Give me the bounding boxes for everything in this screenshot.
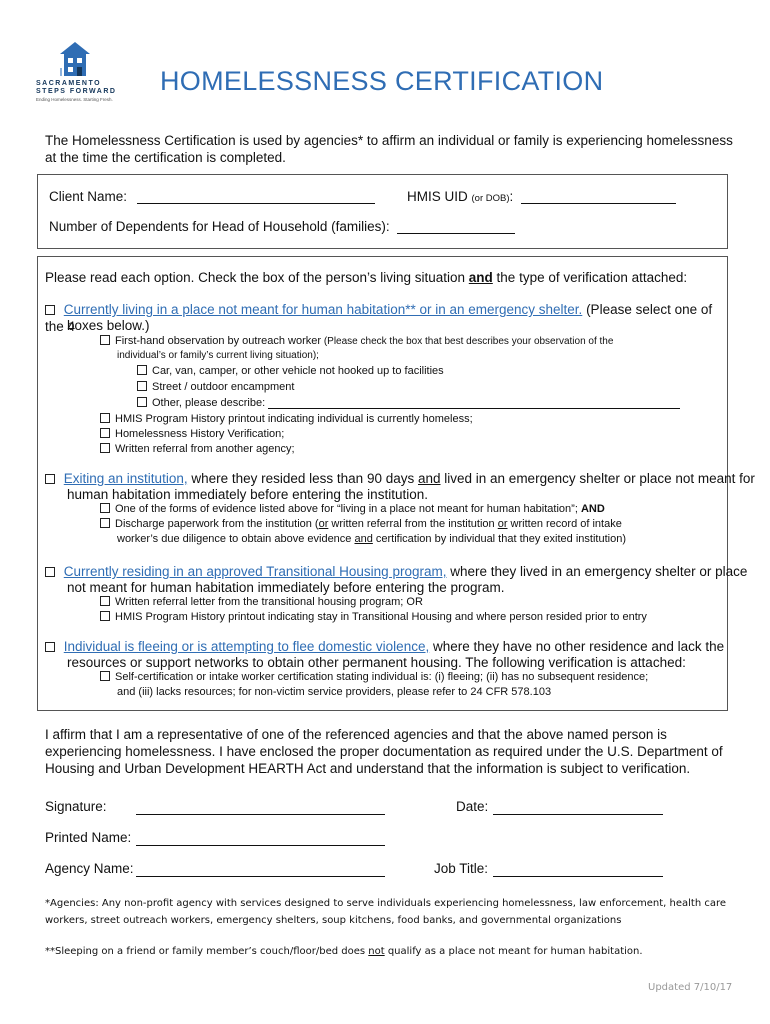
printed-name-label: Printed Name: (45, 830, 132, 845)
page-title: HOMELESSNESS CERTIFICATION (160, 66, 604, 96)
option-4-sub-1-line2: and (iii) lacks resources; for non-victim service providers, please refer to 24 CFR 578.103 (117, 686, 552, 698)
dependents-row (49, 219, 515, 234)
option-2-and: and (417, 471, 441, 486)
option-2-link: Exiting an institution, (63, 471, 188, 486)
obs-other (137, 397, 680, 409)
client-name-label: Client Name: (49, 189, 128, 204)
hmis-sub-label: (or DOB) (471, 193, 510, 204)
option-4 (45, 639, 724, 654)
option-3-checkbox[interactable] (45, 567, 55, 577)
discharge-and: and (354, 533, 373, 545)
discharge-or2: or (497, 518, 508, 530)
option-4-sub-1 (100, 671, 648, 683)
instruction-post: the type of verification attached: (492, 270, 688, 285)
option-3-sub-1 (100, 596, 423, 608)
hmis-history-checkbox[interactable] (100, 413, 110, 423)
discharge-or1: or (318, 518, 329, 530)
logo-line1: SACRAMENTO (36, 80, 102, 87)
instruction-pre: Please read each option. Check the box of the person’s living situation (45, 270, 469, 285)
option-1-sub-2 (100, 413, 473, 425)
signature-label: Signature: (45, 799, 107, 814)
option-3-sub-2 (100, 611, 647, 623)
agency-name-label: Agency Name: (45, 861, 134, 876)
hmis-label: HMIS UID (407, 189, 468, 204)
house-logo-icon (60, 42, 90, 76)
sleeping-footnote-b: qualify as a place not meant for human habitation. (384, 946, 643, 957)
evidence-label: One of the forms of evidence listed above for “living in a place not meant for human habitation”; (115, 503, 581, 515)
discharge-c: written record of intake (507, 518, 622, 530)
printed-name-field[interactable] (136, 832, 385, 846)
option-2-text-b: lived in an emergency shelter or place not meant for (440, 471, 755, 486)
option-1-checkbox[interactable] (45, 305, 55, 315)
th-hmis-label: HMIS Program History printout indicating stay in Transitional Housing and where person resided prior to entry (115, 611, 647, 623)
option-1-sub-4 (100, 443, 295, 455)
option-2-sub-2 (100, 518, 622, 530)
referral-checkbox[interactable] (100, 443, 110, 453)
option-1-sub-1 (100, 335, 613, 347)
logo-line2: STEPS FORWARD (36, 88, 117, 95)
option-4-line2: resources or support networks to obtain other permanent housing. The following verification is attached: (67, 655, 686, 670)
option-1-text: (Please select one of the 4 (45, 302, 713, 334)
job-title-label: Job Title: (434, 861, 489, 876)
option-2-sub-1 (100, 503, 605, 515)
agency-name-field[interactable] (136, 863, 385, 877)
updated-date: Updated 7/10/17 (648, 982, 733, 993)
option-3 (45, 564, 747, 579)
discharge-checkbox[interactable] (100, 518, 110, 528)
option-4-text: where they have no other residence and lack the (429, 639, 725, 654)
client-name-row (49, 189, 375, 204)
outreach-label: First-hand observation by outreach worker (115, 335, 322, 347)
hmis-field[interactable] (521, 190, 676, 204)
hmis-history-label: HMIS Program History printout indicating individual is currently homeless; (115, 413, 473, 425)
other-label: Other, please describe: (152, 397, 266, 409)
referral-label: Written referral from another agency; (115, 443, 295, 455)
signature-field[interactable] (136, 801, 385, 815)
client-info-box (37, 174, 728, 249)
evidence-checkbox[interactable] (100, 503, 110, 513)
sleeping-footnote-not: not (368, 946, 385, 957)
option-1-sub-3 (100, 428, 284, 440)
outreach-checkbox[interactable] (100, 335, 110, 345)
dependents-field[interactable] (397, 220, 515, 234)
th-referral-checkbox[interactable] (100, 596, 110, 606)
discharge-e: certification by individual that they exited institution) (372, 533, 626, 545)
logo (36, 80, 126, 104)
option-2-checkbox[interactable] (45, 474, 55, 484)
option-3-line2: not meant for human habitation immediately before entering the program. (67, 580, 505, 595)
option-3-link: Currently residing in an approved Transitional Housing program, (63, 564, 447, 579)
obs-street (137, 381, 294, 393)
th-hmis-checkbox[interactable] (100, 611, 110, 621)
option-3-text: where they lived in an emergency shelter or place (446, 564, 748, 579)
option-2-sub-2-line2 (117, 533, 626, 545)
job-title-field[interactable] (493, 863, 663, 877)
dependents-label: Number of Dependents for Head of Household (families): (49, 219, 390, 234)
date-label: Date: (456, 799, 489, 814)
other-checkbox[interactable] (137, 397, 147, 407)
hmis-colon: : (509, 189, 514, 204)
outreach-note: (Please check the box that best describes your observation of the (321, 336, 614, 347)
th-referral-label: Written referral letter from the transitional housing program; OR (115, 596, 423, 608)
logo-tagline: Ending Homelessness. Starting Fresh. (36, 97, 113, 102)
instruction-and: and (468, 270, 493, 285)
option-4-link: Individual is fleeing or is attempting to flee domestic violence, (63, 639, 430, 654)
other-describe-field[interactable] (268, 397, 680, 409)
street-label: Street / outdoor encampment (152, 381, 295, 393)
sleeping-footnote (45, 946, 643, 957)
instruction (45, 270, 687, 285)
affirmation-text: I affirm that I am a representative of one of the referenced agencies and that the above named person is experiencing homelessness. I have enclosed the proper documentation as required under the U.S. Department of Housing and Urban Development HEARTH Act and understand that the information is subject to verification. (45, 727, 723, 776)
outreach-note-line2: individual’s or family’s current living situation); (117, 350, 319, 361)
vehicle-checkbox[interactable] (137, 365, 147, 375)
discharge-d: worker’s due diligence to obtain above evidence (117, 533, 355, 545)
option-4-checkbox[interactable] (45, 642, 55, 652)
option-2 (45, 471, 755, 486)
option-1-line2: boxes below.) (67, 318, 150, 333)
client-name-field[interactable] (137, 190, 375, 204)
date-field[interactable] (493, 801, 663, 815)
discharge-b: written referral from the institution (328, 518, 498, 530)
street-checkbox[interactable] (137, 381, 147, 391)
intro-text: The Homelessness Certification is used by agencies* to affirm an individual or family is experiencing homelessness at the time the certification is completed. (45, 133, 733, 165)
self-cert-checkbox[interactable] (100, 671, 110, 681)
homelessness-history-checkbox[interactable] (100, 428, 110, 438)
evidence-and: AND (580, 503, 605, 515)
option-2-text-a: where they resided less than 90 days (187, 471, 418, 486)
self-cert-label: Self-certification or intake worker certification stating individual is: (i) fleeing; (ii) has no subsequent residence; (115, 671, 649, 683)
homelessness-history-label: Homelessness History Verification; (115, 428, 285, 440)
sleeping-footnote-a: **Sleeping on a friend or family member’s couch/floor/bed does (45, 946, 369, 957)
option-1-link: Currently living in a place not meant for human habitation** or in an emergency shelter. (63, 302, 583, 317)
obs-vehicle (137, 365, 444, 377)
discharge-a: Discharge paperwork from the institution ( (115, 518, 319, 530)
option-2-line2: human habitation immediately before entering the institution. (67, 487, 428, 502)
agencies-footnote: *Agencies: Any non-profit agency with services designed to serve individuals experiencing homelessness, law enforcement, health care workers, street outreach workers, emergency shelters, soup kitchens, food banks, and governmental organizations (45, 898, 727, 926)
vehicle-label: Car, van, camper, or other vehicle not hooked up to facilities (152, 365, 444, 377)
hmis-row (407, 189, 676, 204)
